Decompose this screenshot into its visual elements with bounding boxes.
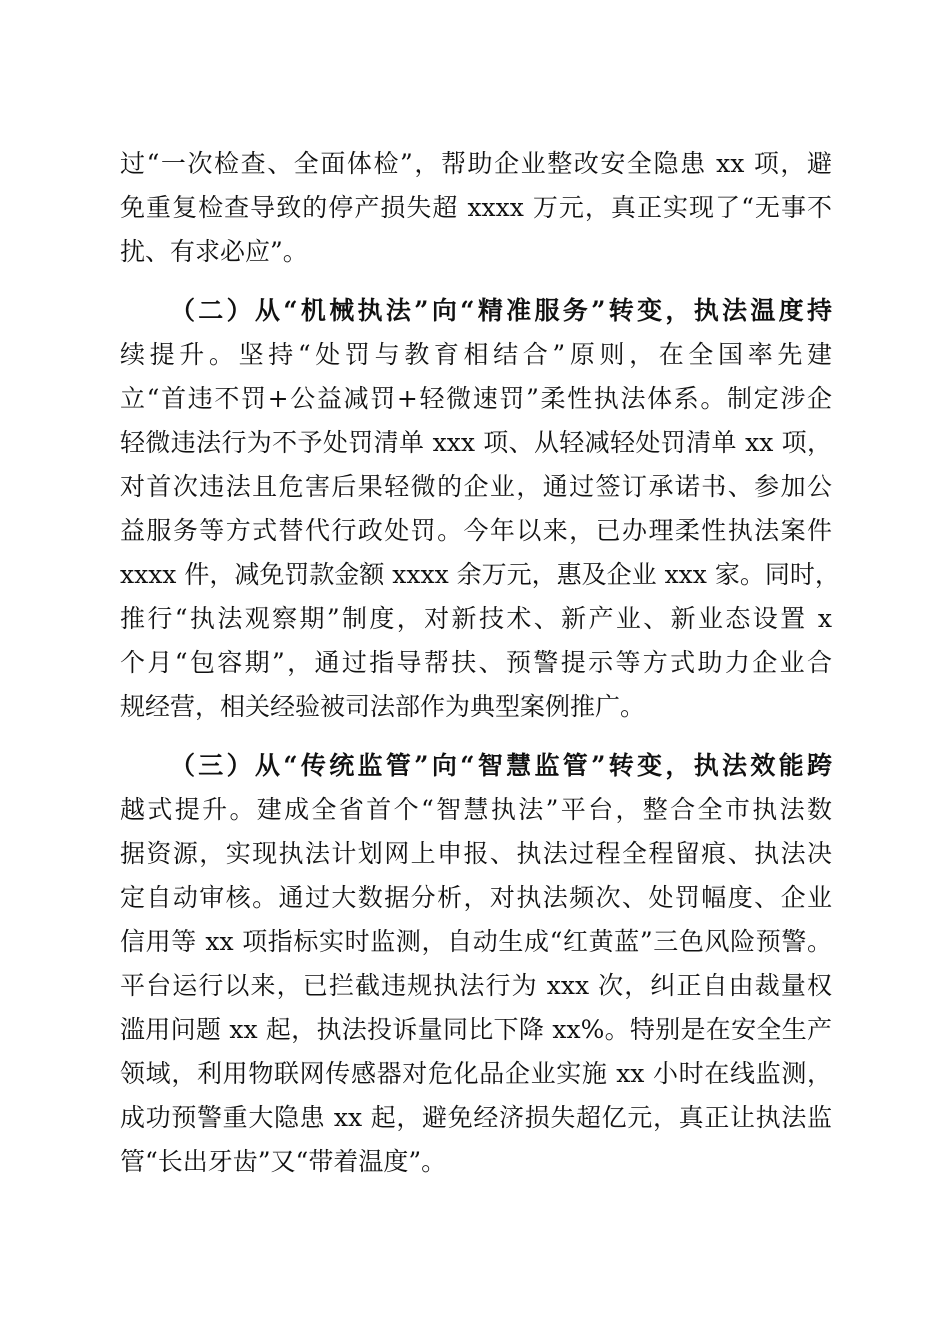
text-line: 定自动审核。通过大数据分析，对执法频次、处罚幅度、企业 xyxy=(120,883,832,912)
text-line: 滥用问题 xx 起，执法投诉量同比下降 xx%。特别是在安全生产 xyxy=(120,1015,832,1044)
text-line: 轻微违法行为不予处罚清单 xxx 项、从轻减轻处罚清单 xx 项， xyxy=(120,428,832,457)
text-line: 推行“执法观察期”制度，对新技术、新产业、新业态设置 x xyxy=(120,604,832,633)
text-line: 对首次违法且危害后果轻微的企业，通过签订承诺书、参加公 xyxy=(120,472,832,501)
paragraph-section-three xyxy=(120,744,832,1184)
text-line: 管“长出牙齿”又“带着温度”。 xyxy=(120,1147,447,1176)
text-line: 免重复检查导致的停产损失超 xxxx 万元，真正实现了“无事不 xyxy=(120,193,832,222)
text-line: 平台运行以来，已拦截违规执法行为 xxx 次，纠正自由裁量权 xyxy=(120,971,832,1000)
text-line: 成功预警重大隐患 xx 起，避免经济损失超亿元，真正让执法监 xyxy=(120,1103,832,1132)
text-line: 益服务等方式替代行政处罚。今年以来，已办理柔性执法案件 xyxy=(120,516,832,545)
text-line: 过“一次检查、全面体检”，帮助企业整改安全隐患 xx 项，避 xyxy=(120,149,832,178)
text-line: 规经营，相关经验被司法部作为典型案例推广。 xyxy=(120,692,646,721)
section-heading-line: （三）从“传统监管”向“智慧监管”转变，执法效能跨 xyxy=(170,751,832,780)
text-line: 领域，利用物联网传感器对危化品企业实施 xx 小时在线监测， xyxy=(120,1059,832,1088)
paragraph-section-two xyxy=(120,289,840,729)
paragraph-continuation xyxy=(120,142,832,274)
text-line: 扰、有求必应”。 xyxy=(120,237,308,266)
text-line: 信用等 xx 项指标实时监测，自动生成“红黄蓝”三色风险预警。 xyxy=(120,927,832,956)
text-line: 个月“包容期”，通过指导帮扶、预警提示等方式助力企业合 xyxy=(120,648,832,677)
text-line: 越式提升。建成全省首个“智慧执法”平台，整合全市执法数 xyxy=(120,795,832,824)
text-line: 据资源，实现执法计划网上申报、执法过程全程留痕、执法决 xyxy=(120,839,832,868)
text-line: xxxx 件，减免罚款金额 xxxx 余万元，惠及企业 xxx 家。同时， xyxy=(120,560,840,589)
text-line: 续提升。坚持“处罚与教育相结合”原则，在全国率先建 xyxy=(120,340,832,369)
document-body xyxy=(120,142,840,1184)
section-heading-line: （二）从“机械执法”向“精准服务”转变，执法温度持 xyxy=(170,296,832,325)
text-line: 立“首违不罚+公益减罚+轻微速罚”柔性执法体系。制定涉企 xyxy=(120,384,832,413)
